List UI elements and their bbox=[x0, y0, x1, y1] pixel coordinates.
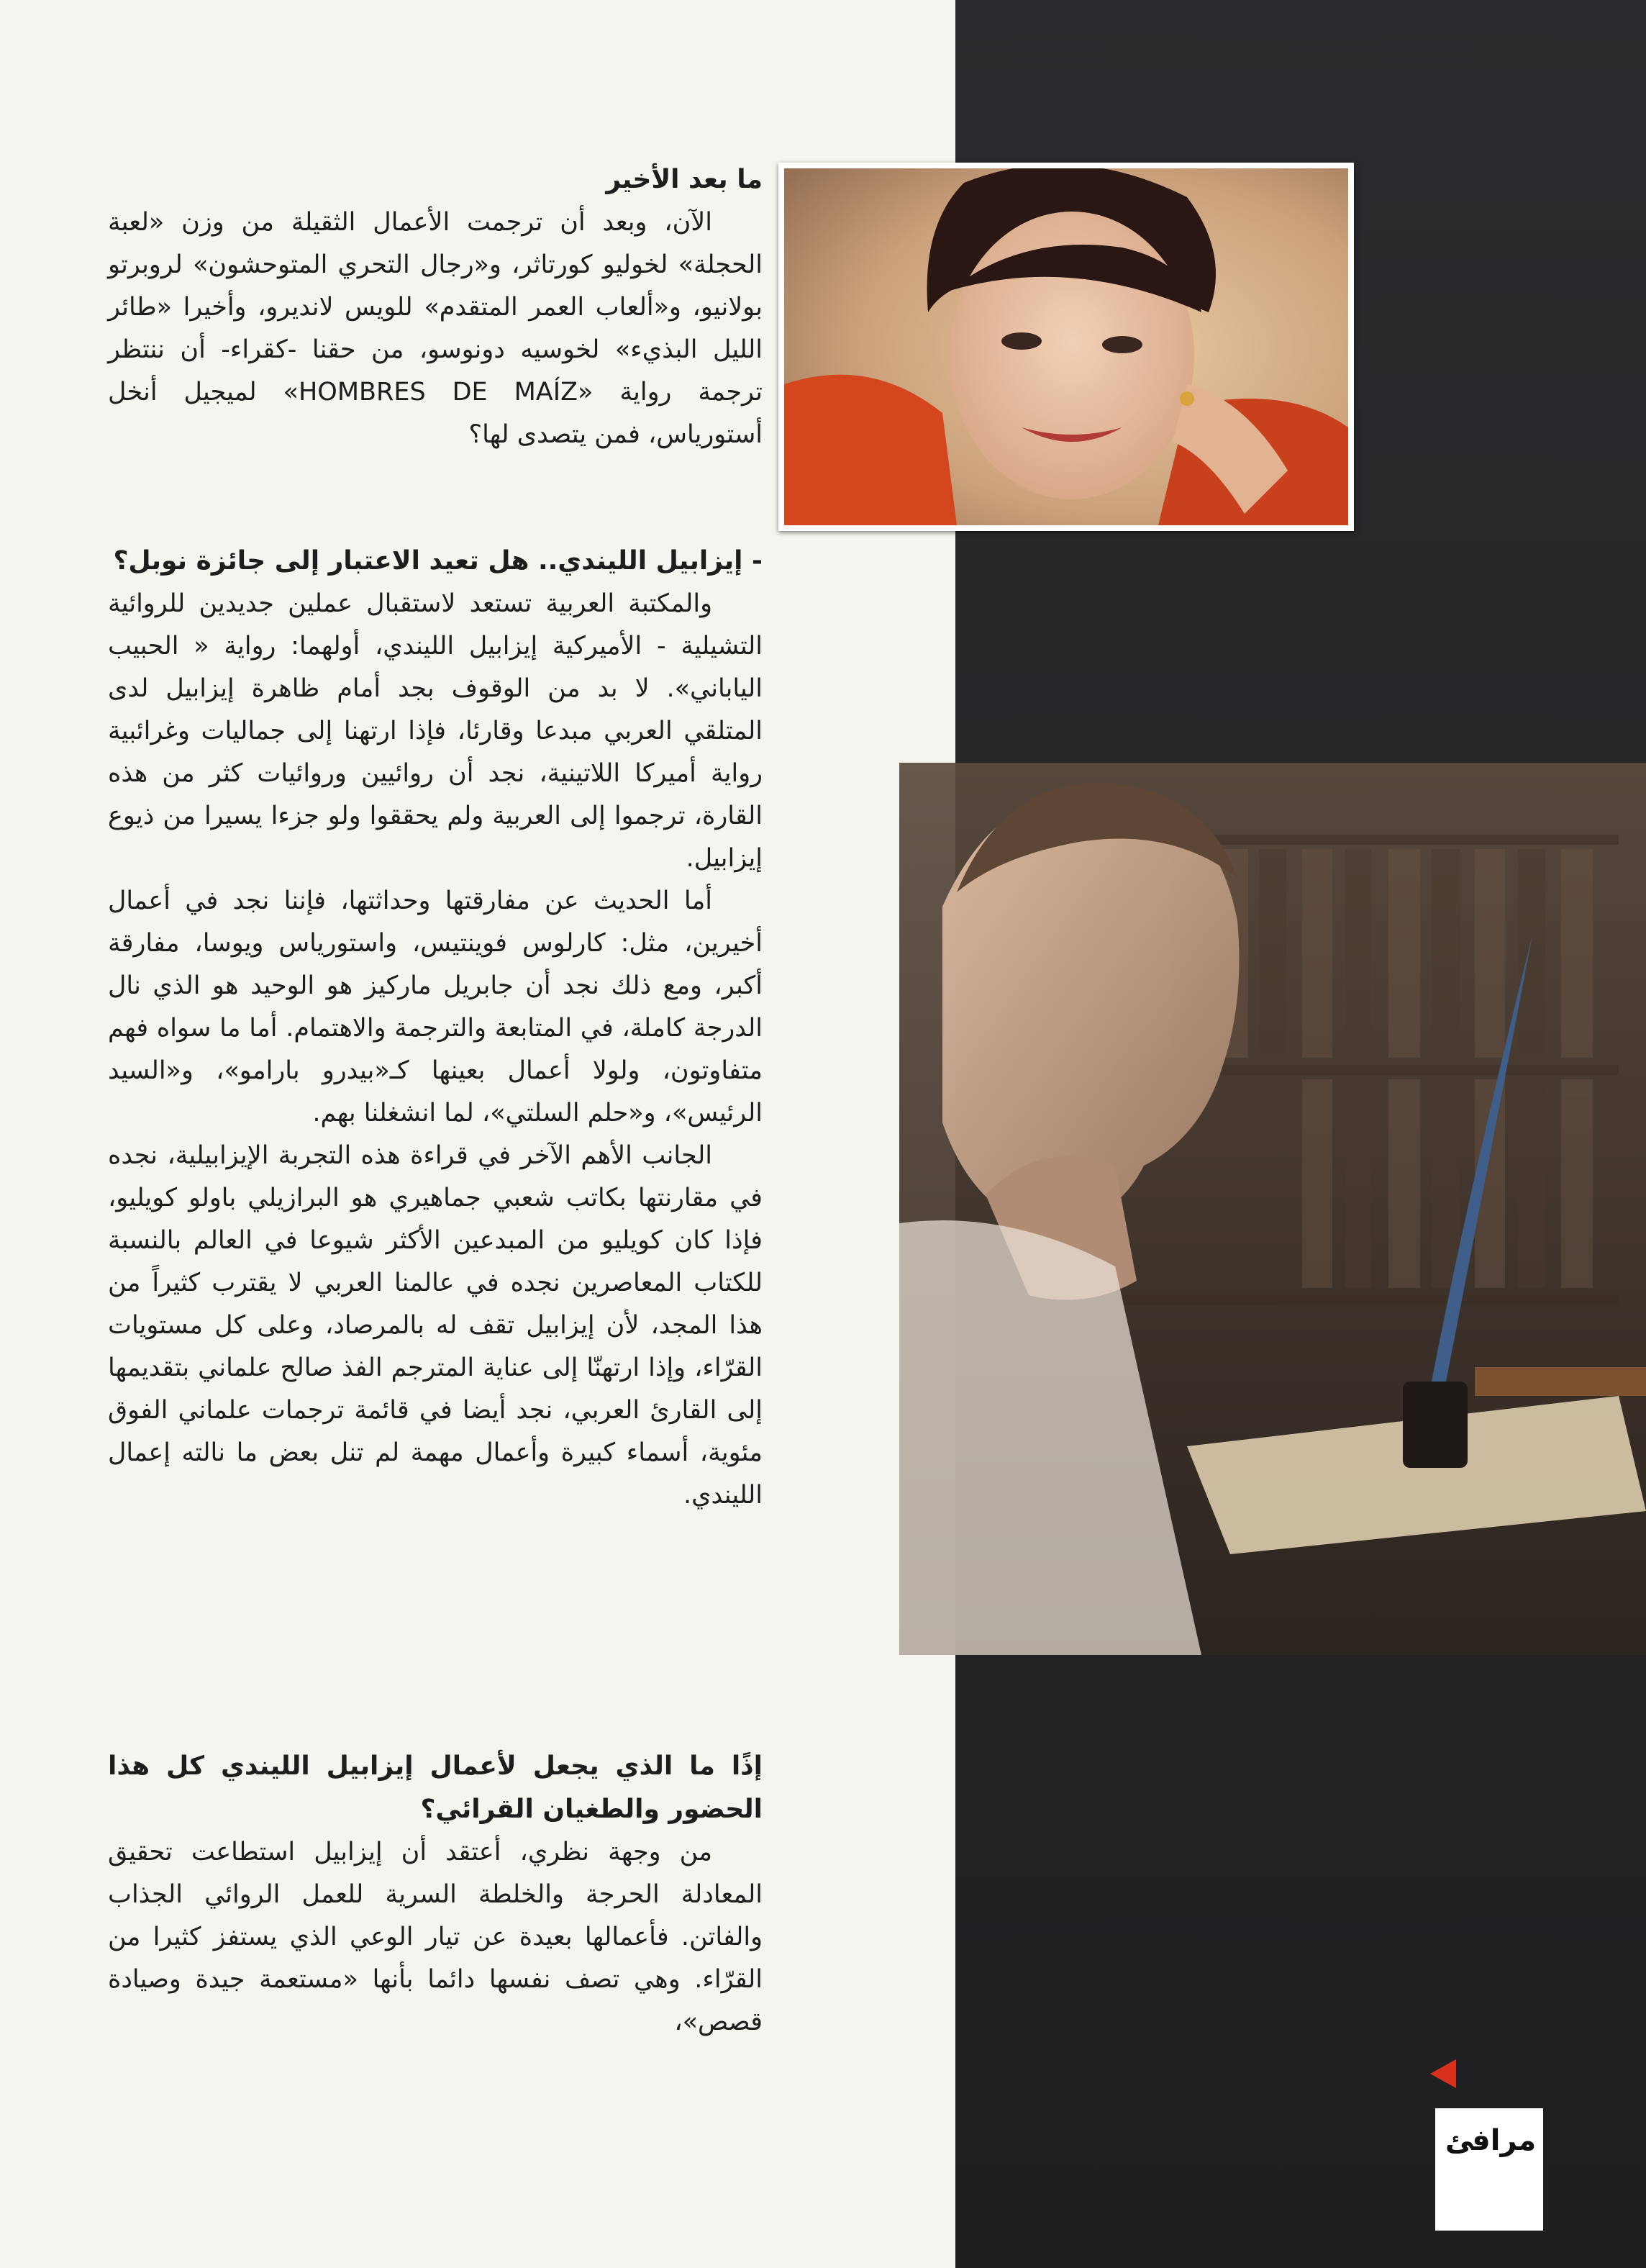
section-intro bbox=[108, 158, 763, 456]
section-heading: - إيزابيل الليندي.. هل تعيد الاعتبار إلى جائزة نوبل؟ bbox=[113, 546, 763, 576]
author-portrait-image bbox=[784, 168, 1348, 525]
section-allende-nobel bbox=[108, 540, 763, 1517]
section-heading: ما بعد الأخير bbox=[606, 165, 763, 194]
paragraph: الجانب الأهم الآخر في قراءة هذه التجربة الإيزابيلية، نجده في مقارنتها بكاتب شعبي جماهيري هو البرازيلي باولو كويليو، فإذا كان كويليو من المبدعين الأكثر شيوعا في العالم بالنسبة للكتاب المعاصرين نجده في عالمنا العربي لا يقترب كثيراً من هذا المجد، لأن إيزابيل تقف له بالمرصاد، وعلى كل مستويات القرّاء، وإذا ارتهنّا إلى عناية المترجم الفذ صالح علماني بتقديمها إلى القارئ العربي، نجد أيضا في قائمة ترجمات علماني الفوق مئوية، أسماء كبيرة وأعمال مهمة لم تنل بعض ما نالته إعمال الليندي. bbox=[108, 1141, 763, 1510]
magazine-label: مرافئ bbox=[1445, 2124, 1537, 2157]
library-scene-image bbox=[899, 763, 1646, 1655]
section-popularity bbox=[108, 1745, 763, 2044]
paragraph: الآن، وبعد أن ترجمت الأعمال الثقيلة من وزن «لعبة الحجلة» لخوليو كورتاثر، و«رجال التحري المتوحشون» لروبرتو بولانيو، و«ألعاب العمر المتقدم» للويس لانديرو، وأخيرا «طائر الليل البذيء» لخوسيه دونوسو، من حقنا -كقراء- أن ننتظر ترجمة رواية «HOMBRES DE MAÍZ» لميجيل أنخل أستورياس، فمن يتصدى لها؟ bbox=[108, 208, 763, 449]
section-heading: إذًا ما الذي يجعل لأعمال إيزابيل الليندي كل هذا الحضور والطغيان القرائي؟ bbox=[108, 1751, 763, 1824]
author-photo-frame bbox=[778, 163, 1354, 531]
paragraph: والمكتبة العربية تستعد لاستقبال عملين جديدين للروائية التشيلية - الأميركية إيزابيل الليندي، أولهما: رواية « الحبيب الياباني». لا بد من الوقوف بجد أمام ظاهرة إيزابيل لدى المتلقي العربي مبدعا وقارئا، فإذا ارتهنا إلى جماليات وغرائبية رواية أميركا اللاتينية، نجد أن روائيين وروائيات كثر من هذه القارة، ترجموا إلى العربية ولم يحققوا ولو جزءا يسيرا من ذيوع إيزابيل. bbox=[108, 589, 763, 873]
paragraph: من وجهة نظري، أعتقد أن إيزابيل استطاعت تحقيق المعادلة الحرجة والخلطة السرية للعمل الروائي الجذاب والفاتن. فأعمالها بعيدة عن تيار الوعي الذي يستفز كثيرا من القرّاء. وهي تصف نفسها دائما بأنها «مستعمة جيدة وصيادة قصص»، bbox=[108, 1838, 763, 2036]
paragraph: أما الحديث عن مفارقتها وحداثتها، فإننا نجد في أعمال أخيرين، مثل: كارلوس فوينتيس، واستورياس ويوسا، مفارقة أكبر، ومع ذلك نجد أن جابريل ماركيز هو الوحيد هو الذي نال الدرجة كاملة، في المتابعة والترجمة والاهتمام. أما ما سواه فهم متفاوتون، ولولا أعمال بعينها كـ«بيدرو بارامو»، و«السيد الرئيس»، و«حلم السلتي»، لما انشغلنا بهم. bbox=[108, 886, 763, 1128]
page-arrow-icon bbox=[1430, 2059, 1456, 2088]
